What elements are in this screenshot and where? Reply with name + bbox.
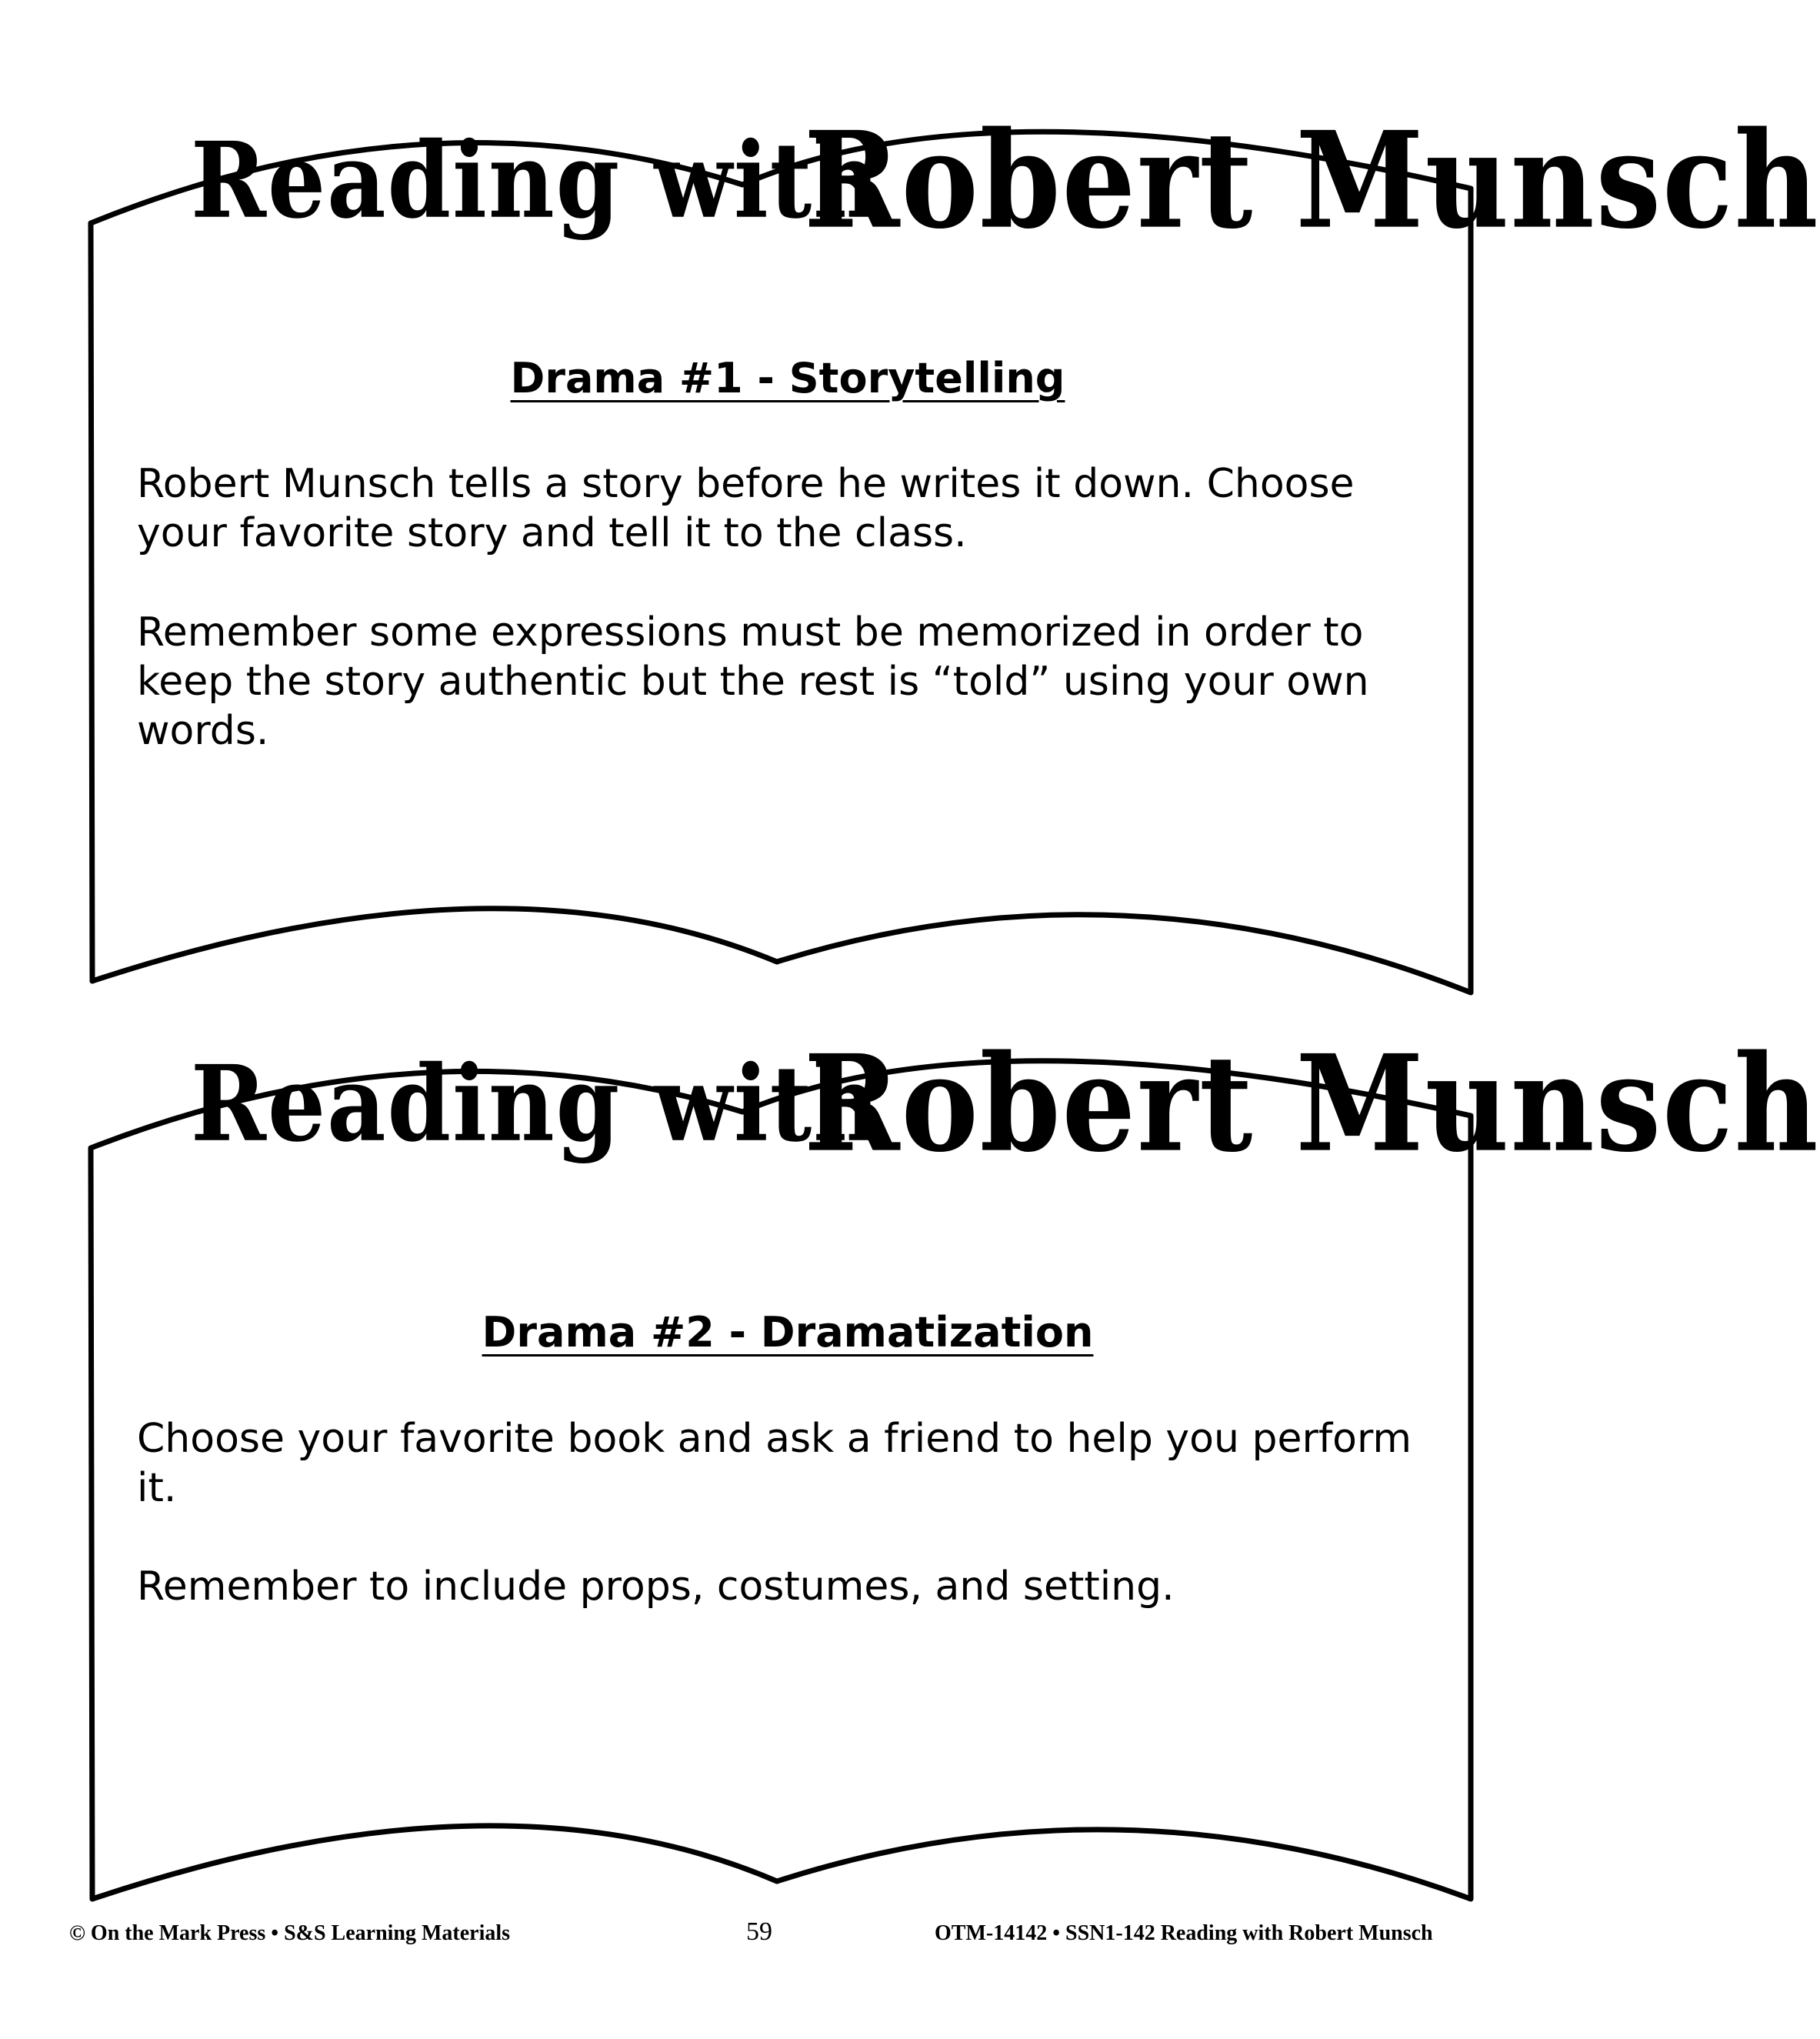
footer-publisher: © On the Mark Press • S&S Learning Materials — [69, 1921, 511, 1945]
activity-heading: Drama #1 - Storytelling — [510, 354, 1065, 402]
series-title-right: Robert Munsch — [804, 1026, 1820, 1182]
series-title-left: Reading with — [191, 1042, 882, 1165]
footer-product-code: OTM-14142 • SSN1-142 Reading with Robert Munsch — [935, 1921, 1433, 1945]
instruction-paragraph: Remember some expressions must be memorized in order to keep the story authentic but the rest is “told” using your own words. — [137, 609, 1369, 754]
series-title-right: Robert Munsch — [804, 102, 1820, 259]
drama-card-2 — [0, 1000, 1820, 1908]
instruction-paragraph: Remember to include props, costumes, and setting. — [137, 1563, 1175, 1610]
instruction-paragraph: Choose your favorite book and ask a friend to help you perform it. — [137, 1416, 1412, 1511]
drama-card-1 — [0, 0, 1820, 1000]
instruction-paragraph: Robert Munsch tells a story before he writes it down. Choose your favorite story and tell it to the class. — [137, 461, 1355, 556]
series-title-left: Reading with — [191, 118, 882, 242]
activity-heading: Drama #2 - Dramatization — [482, 1308, 1094, 1357]
page-number: 59 — [746, 1917, 772, 1946]
